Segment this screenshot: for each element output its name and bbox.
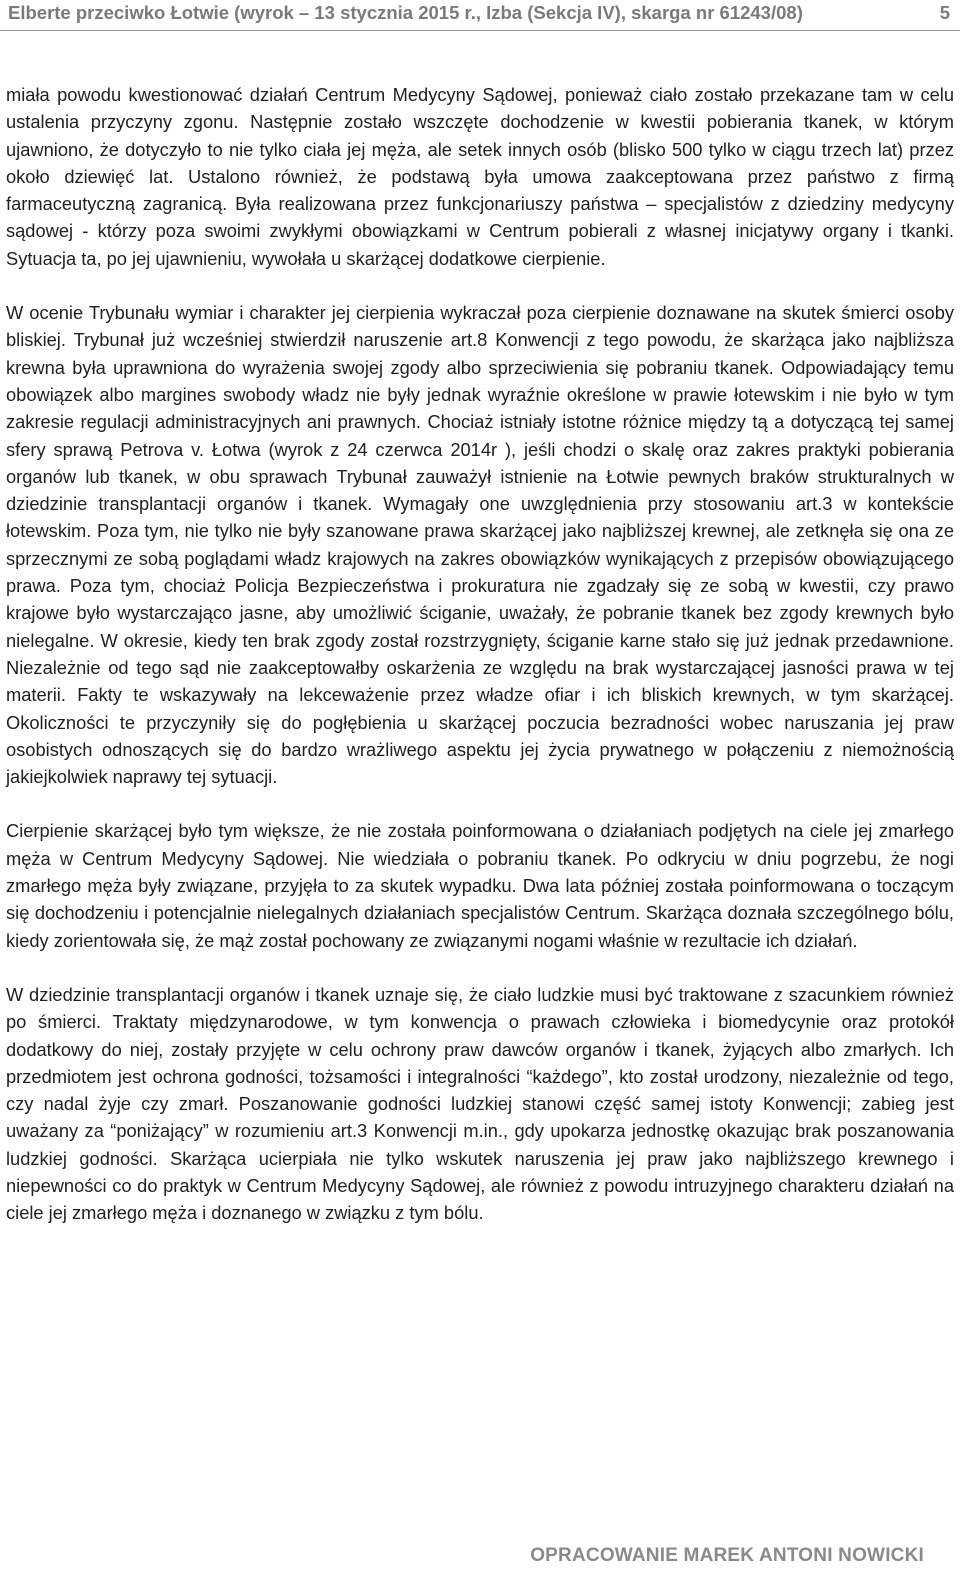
- paragraph-4: W dziedzinie transplantacji organów i tkanek uznaje się, że ciało ludzkie musi być traktowane z szacunkiem również po śmierci. Traktaty międzynarodowe, w tym konwencja o prawach człowieka i biomedycynie oraz protokół dodatkowy do niej, zostały przyjęte w celu ochrony praw dawców organów i tkanek, żyjących albo zmarłych. Ich przedmiotem jest ochrona godności, tożsamości i integralności “każdego”, kto został urodzony, niezależnie od tego, czy nadal żyje czy zmarł. Poszanowanie godności ludzkiej stanowi część samej istoty Konwencji; zabieg jest uważany za “poniżający” w rozumieniu art.3 Konwencji m.in., gdy upokarza jednostkę okazując brak poszanowania ludzkiej godności. Skarżąca ucierpiała nie tylko wskutek naruszenia jej praw jako najbliższego krewnego i niepewności co do praktyk w Centrum Medycyny Sądowej, ale również z powodu intruzyjnego charakteru działań na ciele jej zmarłego męża i doznanego w związku z tym bólu.: [6, 983, 954, 1224]
- page-header: [0, 0, 960, 31]
- paragraph-2: W ocenie Trybunału wymiar i charakter jej cierpienia wykraczał poza cierpienie doznawane na skutek śmierci osoby bliskiej. Trybunał już wcześniej stwierdził naruszenie art.8 Konwencji z tego powodu, że skarżąca jako najbliższa krewna była uprawniona do wyrażenia swojej zgody albo sprzeciwienia się pobraniu tkanek. Odpowiadający temu obowiązek albo margines swobody władz nie były jednak wyraźnie określone w prawie łotewskim i nie było w tym zakresie regulacji administracyjnych ani prawnych. Chociaż istniały istotne różnice między tą a dotyczącą tej samej sfery sprawą Petrova v. Łotwa (wyrok z 24 czerwca 2014r ), jeśli chodzi o skalę oraz zakres praktyki pobierania organów lub tkanek, w obu sprawach Trybunał zauważył istnienie na Łotwie pewnych braków strukturalnych w dziedzinie transplantacji organów i tkanek. Wymagały one uwzględnienia przy stosowaniu art.3 w kontekście łotewskim. Poza tym, nie tylko nie były szanowane prawa skarżącej jako najbliższej krewnej, ale zetknęła się ona ze sprzecznymi ze sobą poglądami władz krajowych na zakres obowiązków wynikających z przepisów obowiązującego prawa. Poza tym, chociaż Policja Bezpieczeństwa i prokuratura nie zgadzały się ze sobą w kwestii, czy prawo krajowe było wystarczająco jasne, aby umożliwić ściganie, uważały, że pobranie tkanek bez zgody krewnych było nielegalne. W okresie, kiedy ten brak zgody został rozstrzygnięty, ściganie karne stało się już jednak przedawnione. Niezależnie od tego sąd nie zaakceptowałby oskarżenia ze względu na brak wystarczającej jasności prawa w tej materii. Fakty te wskazywały na lekceważenie przez władze ofiar i ich bliskich krewnych, w tym skarżącej. Okoliczności te przyczyniły się do pogłębienia u skarżącej poczucia bezradności wobec naruszania jej praw osobistych odnoszących się do bardzo wrażliwego aspektu jej życia prywatnego w połączeniu z niemożnością jakiejkolwiek naprawy tej sytuacji.: [6, 302, 954, 788]
- page-footer: OPRACOWANIE MAREK ANTONI NOWICKI: [530, 1545, 924, 1566]
- paragraph-3: Cierpienie skarżącej było tym większe, że nie została poinformowana o działaniach podjętych na ciele jej zmarłego męża w Centrum Medycyny Sądowej. Nie wiedziała o pobraniu tkanek. Po odkryciu w dniu pogrzebu, że nogi zmarłego męża były związane, przyjęła to za skutek wypadku. Dwa lata później została poinformowana o toczącym się dochodzeniu i potencjalnie nielegalnych działaniach specjalistów Centrum. Skarżąca doznała szczególnego bólu, kiedy zorientowała się, że mąż został pochowany ze związanymi nogami właśnie w rezultacie ich działań.: [6, 820, 954, 951]
- paragraph-1: miała powodu kwestionować działań Centrum Medycyny Sądowej, ponieważ ciało zostało przekazane tam w celu ustalenia przyczyny zgonu. Następnie zostało wszczęte dochodzenie w kwestii pobierania tkanek, w którym ujawniono, że dotyczyło to nie tylko ciała jej męża, ale setek innych osób (blisko 500 tylko w ciągu trzech lat) przez około dziewięć lat. Ustalono również, że podstawą była umowa zaakceptowana przez państwo z firmą farmaceutyczną zagranicą. Była realizowana przez funkcjonariuszy państwa – specjalistów z dziedziny medycyny sądowej - którzy poza swoimi zwykłymi obowiązkami w Centrum pobierali z własnej inicjatywy organy i tkanki. Sytuacja ta, po jej ujawnieniu, wywołała u skarżącej dodatkowe cierpienie.: [6, 84, 954, 269]
- page-number: 5: [939, 2, 950, 23]
- document-body: [6, 81, 954, 1227]
- running-header-title: Elberte przeciwko Łotwie (wyrok – 13 stycznia 2015 r., Izba (Sekcja IV), skarga nr 61243/08): [8, 2, 803, 23]
